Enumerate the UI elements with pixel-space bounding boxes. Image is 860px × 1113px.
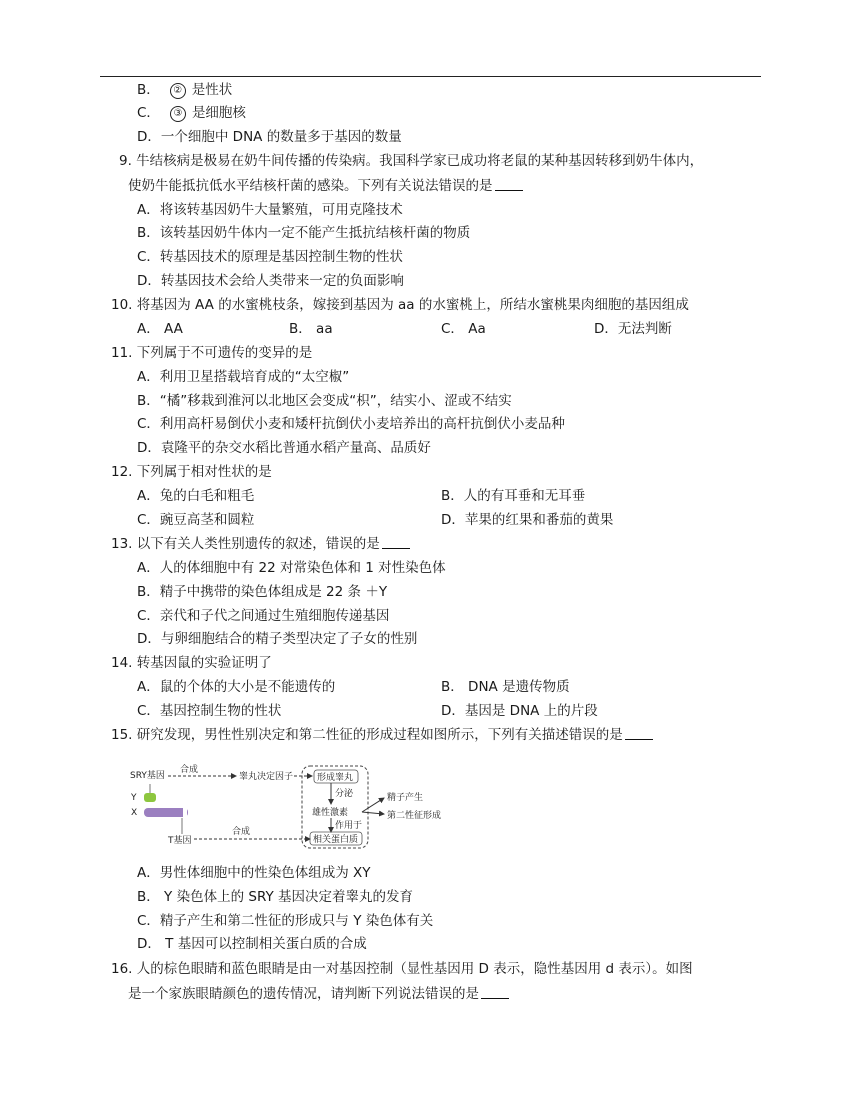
arrow-to-sperm (362, 798, 384, 812)
q16-stem-line1: 16. 人的棕色眼睛和蓝色眼睛是由一对基因控制（显性基因用 D 表示，隐性基因用 d 表示）。如图 (111, 961, 693, 977)
synthesis-label-top: 合成 (180, 765, 199, 775)
answer-blank (481, 985, 509, 999)
sry-gene-label: SRY基因 (130, 771, 165, 781)
q11-stem: 11. 下列属于不可遗传的变异的是 (111, 345, 313, 361)
q10-option-c: C． Aa (441, 321, 486, 337)
q14-option-b: B． DNA 是遗传物质 (441, 679, 570, 695)
x-chromosome-shape (144, 808, 188, 817)
q9-option-b: B．该转基因奶牛体内一定不能产生抵抗结核杆菌的物质 (137, 225, 471, 241)
q14-stem: 14. 转基因鼠的实验证明了 (111, 655, 272, 671)
header-rule (100, 76, 761, 77)
x-chromosome-label: X (131, 808, 138, 818)
q12-option-d: D．苹果的红果和番茄的黄果 (441, 512, 614, 528)
q11-option-b: B．“橘”移栽到淮河以北地区会变成“枳”，结实小、涩或不结实 (137, 393, 512, 409)
sex-determination-diagram (128, 760, 468, 852)
q13-option-b: B．精子中携带的染色体组成是 22 条 ＋Y (137, 584, 388, 600)
q10-stem: 10. 将基因为 AA 的水蜜桃枝条，嫁接到基因为 aa 的水蜜桃上，所结水蜜桃果肉细胞的基因组成 (111, 297, 689, 313)
q13-option-a: A．人的体细胞中有 22 对常染色体和 1 对性染色体 (137, 560, 446, 576)
q12-option-c: C．豌豆高茎和圆粒 (137, 512, 255, 528)
answer-blank (495, 177, 523, 191)
male-hormone-label: 雄性激素 (312, 808, 349, 818)
q11-option-d: D．袁隆平的杂交水稻比普通水稻产量高、品质好 (137, 440, 431, 456)
answer-blank (382, 535, 410, 549)
q12-stem: 12. 下列属于相对性状的是 (111, 464, 272, 480)
circled-number: ② (170, 83, 186, 99)
q9-option-c: C．转基因技术的原理是基因控制生物的性状 (137, 249, 403, 265)
q16-stem-line2: 是一个家族眼睛颜色的遗传情况，请判断下列说法错误的是 (128, 985, 509, 1003)
answer-blank (625, 726, 653, 740)
secrete-label: 分泌 (335, 789, 354, 799)
q15-option-b: B． Y 染色体上的 SRY 基因决定着睾丸的发育 (137, 889, 414, 905)
q15-option-c: C．精子产生和第二性征的形成只与 Y 染色体有关 (137, 913, 434, 929)
arrow-to-second-trait (362, 812, 384, 814)
q9-stem-line1: 9. 牛结核病是极易在奶牛间传播的传染病。我国科学家已成功将老鼠的某种基因转移到奶牛体内， (119, 153, 704, 169)
secondary-trait-label: 第二性征形成 (387, 811, 442, 821)
synthesis-label-bottom: 合成 (232, 827, 251, 837)
form-testis-label: 形成睾丸 (317, 773, 354, 783)
q10-option-a: A． AA (137, 321, 183, 337)
q15-option-d: D． T 基因可以控制相关蛋白质的合成 (137, 936, 367, 952)
acts-on-label: 作用于 (335, 821, 363, 831)
q15-option-a: A．男性体细胞中的性染色体组成为 XY (137, 865, 371, 881)
q12-option-b: B．人的有耳垂和无耳垂 (441, 488, 586, 504)
q13-stem: 13. 以下有关人类性别遗传的叙述，错误的是 (111, 535, 410, 553)
y-chromosome-shape (144, 793, 156, 802)
q10-option-b: B． aa (289, 321, 333, 337)
q13-option-d: D．与卵细胞结合的精子类型决定了子女的性别 (137, 631, 418, 647)
q15-stem: 15. 研究发现，男性性别决定和第二性征的形成过程如图所示，下列有关描述错误的是 (111, 726, 653, 744)
q9-stem-line2: 使奶牛能抵抗低水平结核杆菌的感染。下列有关说法错误的是 (128, 177, 523, 195)
q8-option-d: D．一个细胞中 DNA 的数量多于基因的数量 (137, 129, 402, 145)
q14-option-a: A．鼠的个体的大小是不能遗传的 (137, 679, 336, 695)
q14-option-c: C．基因控制生物的性状 (137, 703, 282, 719)
x-centromere-gap (183, 807, 187, 818)
q9-option-d: D．转基因技术会给人类带来一定的负面影响 (137, 273, 404, 289)
q11-option-a: A．利用卫星搭载培育成的“太空椒” (137, 369, 350, 385)
t-gene-label: T基因 (168, 836, 192, 846)
testis-factor-label: 睾丸决定因子 (239, 772, 294, 782)
related-protein-label: 相关蛋白质 (313, 835, 359, 845)
circled-number: ③ (170, 106, 186, 122)
sperm-production-label: 精子产生 (387, 793, 424, 803)
q10-option-d: D．无法判断 (594, 321, 672, 337)
q12-option-a: A．兔的白毛和粗毛 (137, 488, 255, 504)
q14-option-d: D．基因是 DNA 上的片段 (441, 703, 598, 719)
q9-option-a: A．将该转基因奶牛大量繁殖，可用克隆技术 (137, 202, 403, 218)
q8-option-b: B． ② 是性状 (137, 82, 233, 98)
q8-option-c: C． ③ 是细胞核 (137, 105, 246, 121)
q13-option-c: C．亲代和子代之间通过生殖细胞传递基因 (137, 608, 390, 624)
y-chromosome-label: Y (131, 793, 137, 803)
q11-option-c: C．利用高杆易倒伏小麦和矮杆抗倒伏小麦培养出的高杆抗倒伏小麦品种 (137, 416, 565, 432)
